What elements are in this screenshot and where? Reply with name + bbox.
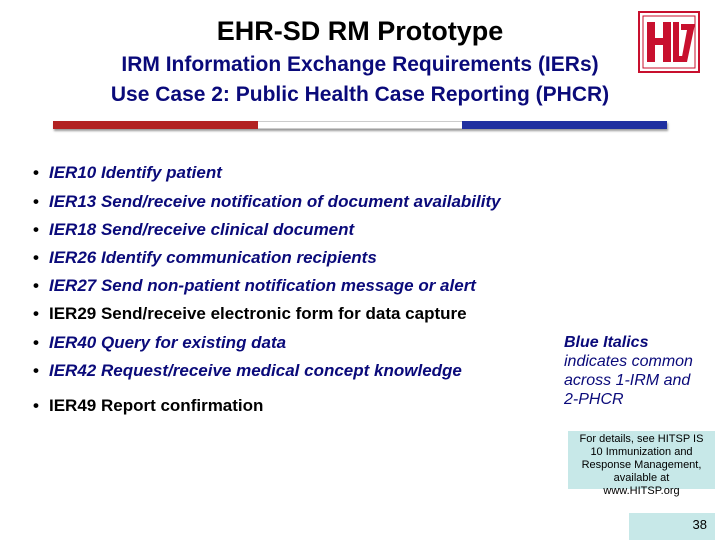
bullet-text: IER13 Send/receive notification of document availability: [49, 192, 501, 211]
details-line-4: available at: [613, 472, 670, 484]
bullet-dot: •: [33, 396, 39, 415]
details-line-3: Response Management,: [581, 459, 702, 471]
bullet-dot: •: [33, 248, 39, 267]
page-number: 38: [692, 517, 707, 532]
details-line-1: For details, see HITSP IS: [579, 433, 704, 445]
bullet-dot: •: [33, 361, 39, 380]
page-title: EHR-SD RM Prototype: [216, 16, 504, 46]
note-line-4: 2-PHCR: [564, 391, 624, 408]
subtitle-line-1: IRM Information Exchange Requirements (IERs): [121, 53, 599, 76]
divider-white: [258, 121, 462, 129]
divider-blue: [462, 121, 667, 129]
note-line-2: indicates common: [564, 353, 693, 370]
bullet-text: IER42 Request/receive medical concept knowledge: [49, 361, 462, 380]
bullet-text: IER29 Send/receive electronic form for data capture: [49, 304, 467, 323]
details-box: [568, 431, 715, 497]
details-line-5: www.HITSP.org: [603, 485, 680, 497]
bullet-dot: •: [33, 333, 39, 352]
divider-rule: [53, 121, 667, 129]
bullet-dot: •: [33, 304, 39, 323]
bullet-text: IER40 Query for existing data: [49, 333, 287, 352]
note-line-3: across 1-IRM and: [564, 372, 691, 389]
bullet-dot: •: [33, 276, 39, 295]
divider-red: [53, 121, 258, 129]
details-line-2: 10 Immunization and: [590, 446, 693, 458]
hl7-logo: [637, 10, 701, 74]
bullet-dot: •: [33, 163, 39, 182]
bullet-text: IER10 Identify patient: [49, 163, 222, 182]
bullet-text: IER49 Report confirmation: [49, 396, 264, 415]
bullet-text: IER27 Send non-patient notification message or alert: [49, 276, 476, 295]
legend-note: [564, 333, 714, 409]
note-emphasis: Blue Italics: [564, 334, 649, 351]
page-number-box: [629, 513, 715, 540]
subtitle-line-2: Use Case 2: Public Health Case Reporting (PHCR): [110, 83, 610, 106]
bullet-text: IER26 Identify communication recipients: [49, 248, 377, 267]
bullet-dot: •: [33, 220, 39, 239]
bullet-text: IER18 Send/receive clinical document: [49, 220, 355, 239]
bullet-dot: •: [33, 192, 39, 211]
